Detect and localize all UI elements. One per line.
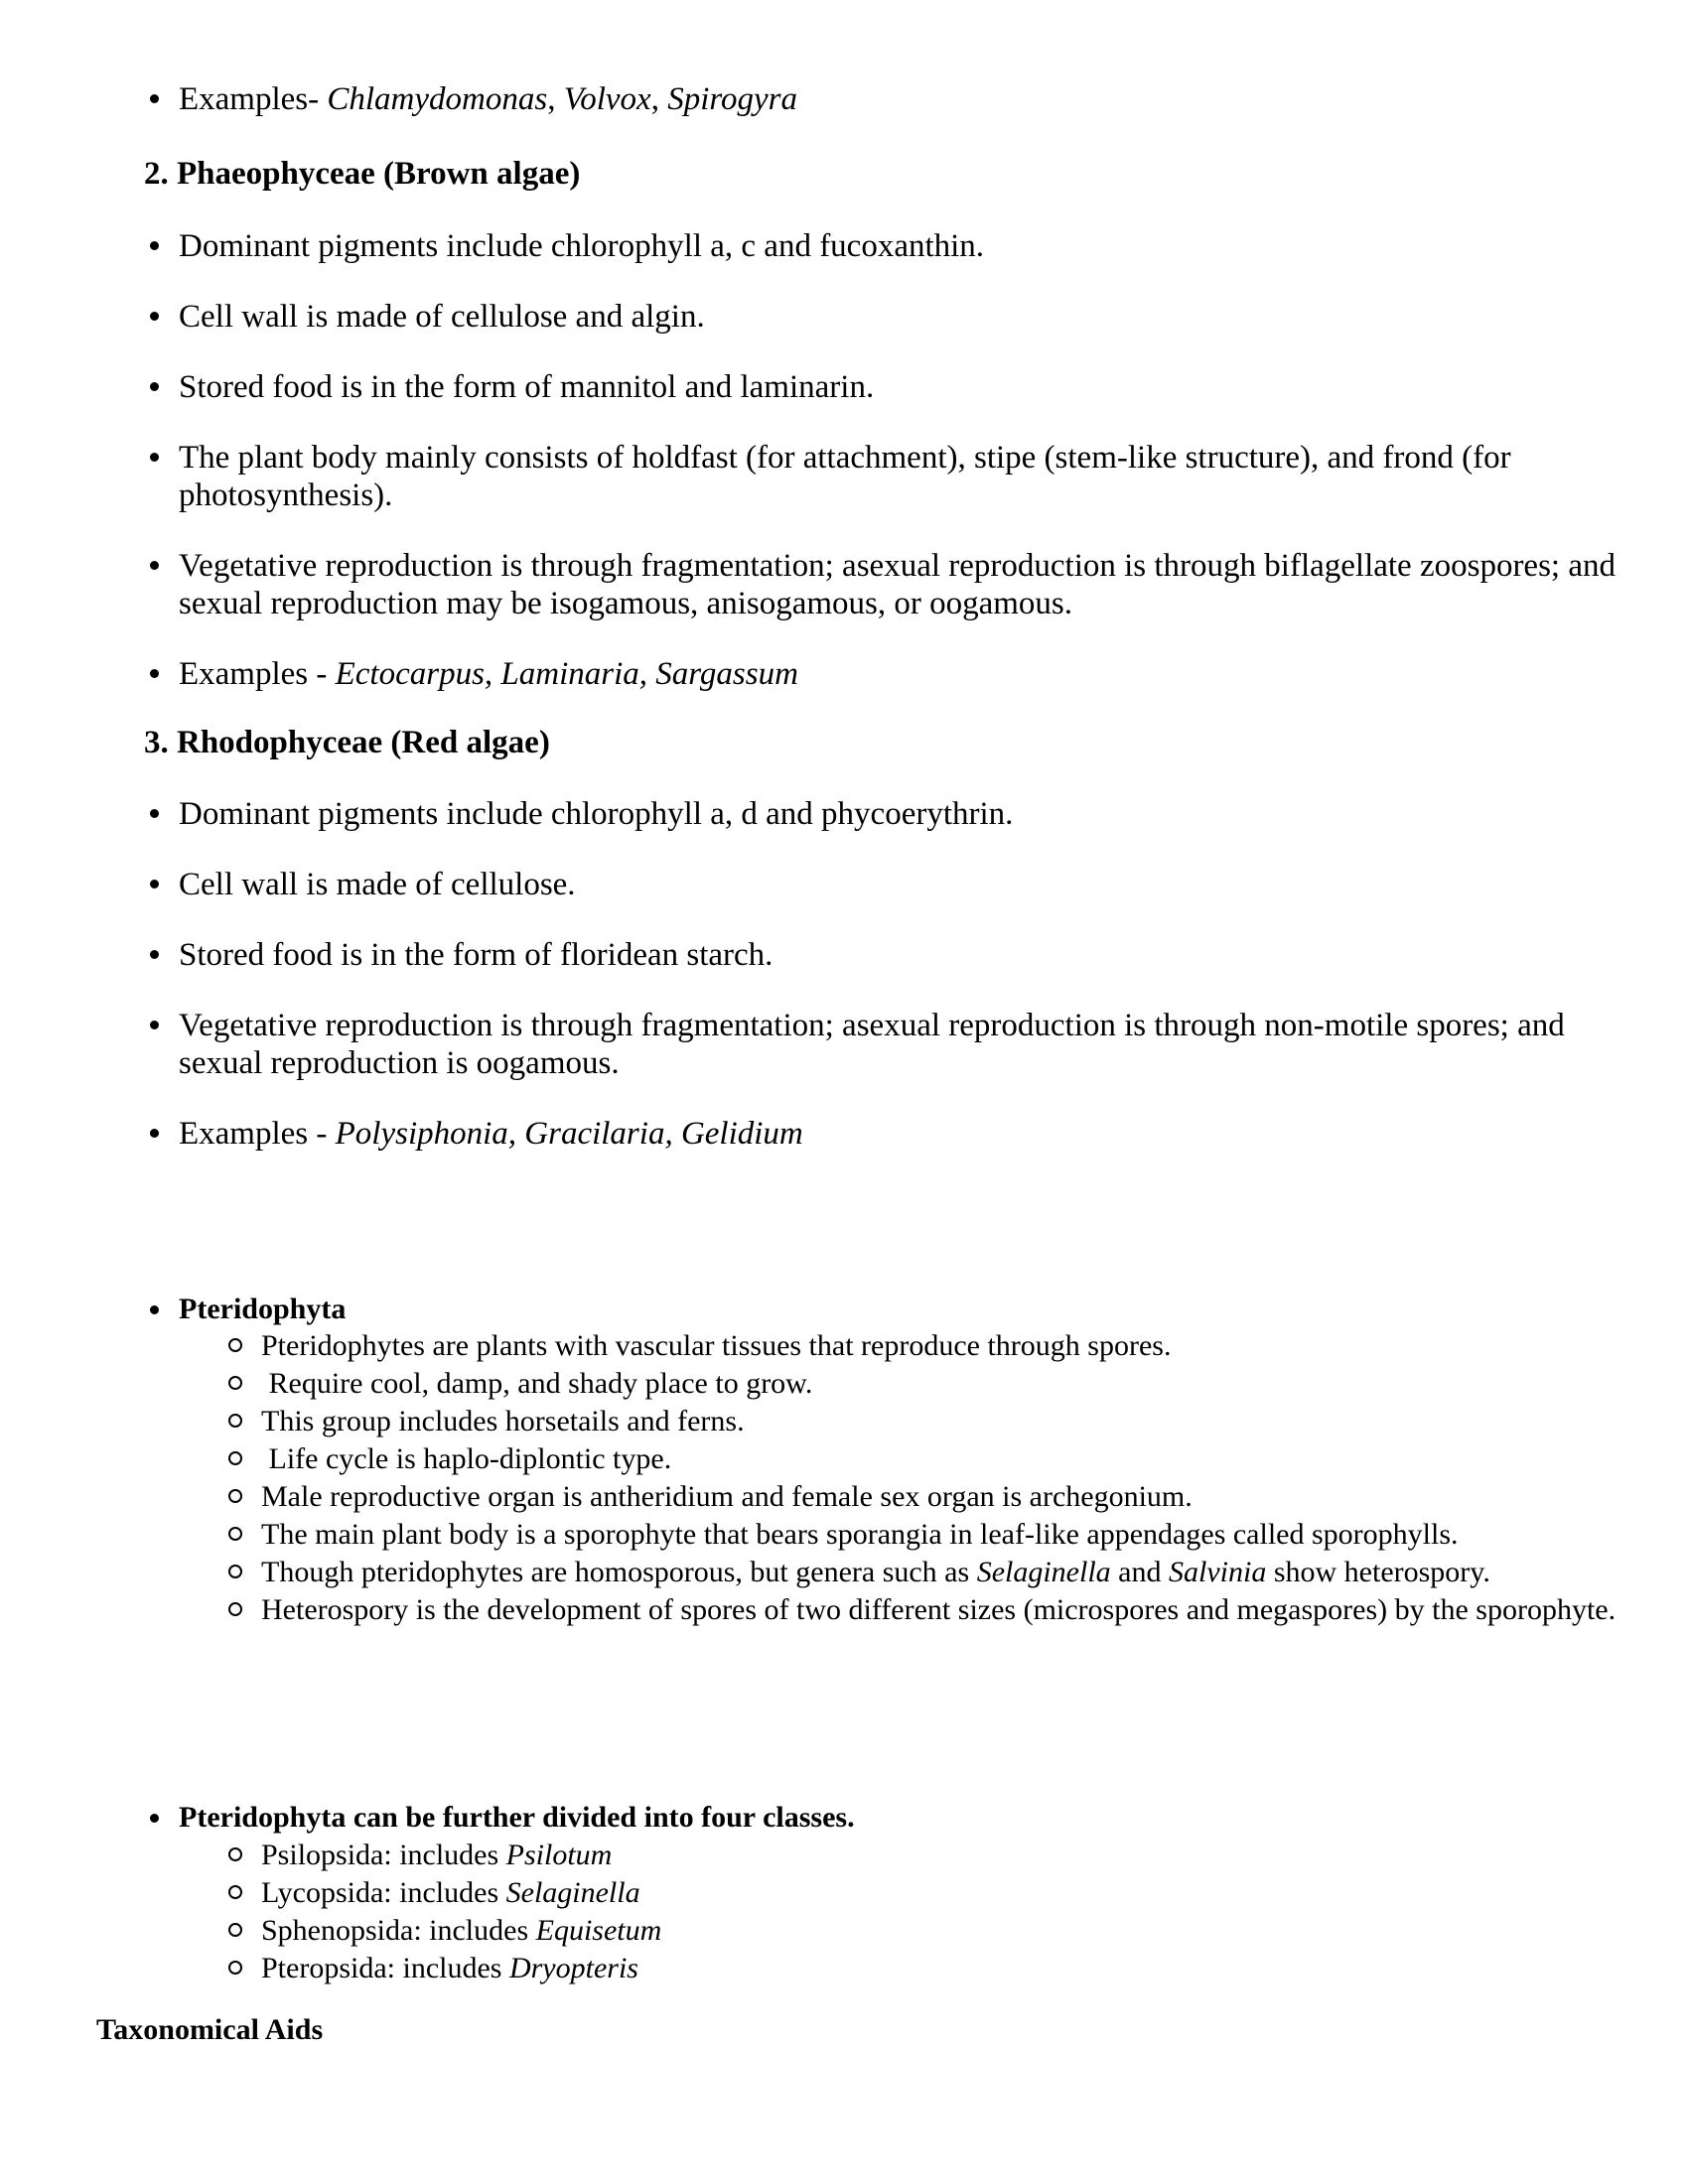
circle-bullet-icon — [228, 1414, 242, 1428]
separator: , — [547, 81, 564, 117]
pteridophyta-points — [261, 1327, 1631, 1629]
rhodophyceae-list — [179, 795, 1618, 1153]
list-item — [179, 368, 1618, 406]
list-item — [179, 1115, 1618, 1153]
bullet-icon — [150, 241, 159, 250]
class-label: Psilopsida: includes — [261, 1839, 506, 1871]
point-text: Male reproductive organ is antheridium and female sex organ is archegonium. — [261, 1480, 1193, 1513]
point-text: and — [1110, 1556, 1169, 1588]
circle-bullet-icon — [228, 1527, 242, 1541]
bullet-text: Dominant pigments include chlorophyll a, c and fucoxanthin. — [179, 228, 985, 264]
bullet-text: Stored food is in the form of mannitol and laminarin. — [179, 369, 875, 405]
bullet-text: Dominant pigments include chlorophyll a, d and phycoerythrin. — [179, 796, 1014, 832]
bullet-icon — [150, 382, 159, 391]
bullet-text: Cell wall is made of cellulose. — [179, 867, 576, 902]
list-item — [179, 227, 1618, 265]
point-text: Life cycle is haplo-diplontic type. — [261, 1442, 672, 1475]
list-item — [179, 298, 1618, 336]
circle-bullet-icon — [228, 1961, 242, 1975]
examples-prefix: Examples - — [179, 656, 336, 692]
list-item — [179, 936, 1618, 974]
bullet-text: Vegetative reproduction is through fragmentation; asexual reproduction is through biflagellate zoospores; and sexual reproduction may be isogamous, anisogamous, or oogamous. — [179, 548, 1616, 621]
circle-bullet-icon — [228, 1451, 242, 1465]
bullet-icon — [150, 950, 159, 959]
pteridophyta-title: Pteridophyta — [179, 1293, 347, 1325]
circle-bullet-icon — [228, 1338, 242, 1352]
classes-section — [179, 1799, 1618, 1837]
circle-bullet-icon — [228, 1847, 242, 1861]
list-item — [261, 1516, 1631, 1554]
list-item — [261, 1874, 1631, 1912]
genus-list: Ectocarpus, Laminaria, Sargassum — [335, 656, 798, 692]
genus-name: Psilotum — [505, 1839, 613, 1871]
phaeophyceae-list — [179, 227, 1618, 693]
list-item — [179, 1799, 1618, 1837]
list-item — [261, 1403, 1631, 1440]
bullet-icon — [150, 312, 159, 321]
circle-bullet-icon — [228, 1489, 242, 1503]
list-item — [261, 1912, 1631, 1950]
list-item — [261, 1837, 1631, 1874]
bullet-icon — [150, 453, 159, 462]
list-item — [261, 1554, 1631, 1591]
point-text: Though pteridophytes are homosporous, but genera such as — [261, 1556, 977, 1588]
taxonomical-aids-heading: Taxonomical Aids — [96, 2013, 324, 2046]
genus-name: Spirogyra — [667, 81, 797, 117]
point-text: show heterospory. — [1266, 1556, 1490, 1588]
list-item — [179, 655, 1618, 693]
list-item — [179, 1291, 1618, 1328]
classes-title: Pteridophyta can be further divided into four classes. — [179, 1801, 855, 1834]
genus-list: Polysiphonia, Gracilaria, Gelidium — [335, 1116, 803, 1152]
section-heading-rhodophyceae: 3. Rhodophyceae (Red algae) — [144, 725, 550, 760]
list-item — [179, 866, 1618, 903]
class-label: Lycopsida: includes — [261, 1876, 506, 1909]
bullet-text: Cell wall is made of cellulose and algin. — [179, 299, 705, 335]
bullet-icon — [150, 561, 159, 570]
bullet-icon — [150, 1305, 159, 1314]
bullet-text: Vegetative reproduction is through fragmentation; asexual reproduction is through non-motile spores; and sexual reproduction is oogamous. — [179, 1008, 1565, 1081]
list-item — [179, 439, 1618, 514]
genus-name: Equisetum — [535, 1914, 662, 1947]
point-text: The main plant body is a sporophyte that bears sporangia in leaf-like appendages called sporophylls. — [261, 1518, 1459, 1551]
point-text: Pteridophytes are plants with vascular tissues that reproduce through spores. — [261, 1329, 1172, 1362]
list-item — [261, 1591, 1631, 1629]
list-item — [261, 1327, 1631, 1365]
point-text: This group includes horsetails and ferns. — [261, 1405, 745, 1437]
bullet-text: Stored food is in the form of floridean starch. — [179, 937, 774, 973]
genus-name: Chlamydomonas — [327, 81, 548, 117]
list-item — [261, 1950, 1631, 1987]
class-label: Pteropsida: includes — [261, 1952, 509, 1984]
list-item — [179, 547, 1618, 622]
classes-list — [261, 1837, 1631, 1987]
bullet-text: The plant body mainly consists of holdfast (for attachment), stipe (stem-like structure), and frond (for photosynthesis). — [179, 440, 1511, 513]
pteridophyta-section — [179, 1291, 1618, 1328]
genus-name: Volvox — [563, 81, 651, 117]
section-heading-phaeophyceae: 2. Phaeophyceae (Brown algae) — [144, 156, 581, 192]
point-text: Require cool, damp, and shady place to grow. — [261, 1367, 813, 1400]
list-item — [261, 1440, 1631, 1478]
circle-bullet-icon — [228, 1885, 242, 1899]
circle-bullet-icon — [228, 1923, 242, 1937]
genus-name: Selaginella — [976, 1556, 1111, 1588]
bullet-icon — [150, 880, 159, 888]
examples-prefix: Examples - — [179, 1116, 336, 1152]
class-label: Sphenopsida: includes — [261, 1914, 536, 1947]
list-item — [179, 80, 1618, 118]
circle-bullet-icon — [228, 1376, 242, 1390]
bullet-icon — [150, 94, 159, 103]
bullet-icon — [150, 1129, 159, 1138]
list-item — [261, 1365, 1631, 1403]
bullet-icon — [150, 1021, 159, 1029]
bullet-icon — [150, 669, 159, 678]
separator: , — [650, 81, 668, 117]
genus-name: Salvinia — [1169, 1556, 1267, 1588]
bullet-icon — [150, 809, 159, 818]
list-item — [179, 795, 1618, 833]
examples-prefix: Examples- — [179, 81, 328, 117]
genus-name: Selaginella — [505, 1876, 640, 1909]
genus-name: Dryopteris — [508, 1952, 638, 1984]
circle-bullet-icon — [228, 1602, 242, 1616]
point-text: Heterospory is the development of spores of two different sizes (microspores and megaspores) by the sporophyte. — [261, 1593, 1617, 1626]
circle-bullet-icon — [228, 1565, 242, 1578]
list-item — [179, 1007, 1618, 1082]
list-item — [261, 1478, 1631, 1516]
green-algae-examples — [179, 80, 1618, 118]
bullet-icon — [150, 1814, 159, 1823]
